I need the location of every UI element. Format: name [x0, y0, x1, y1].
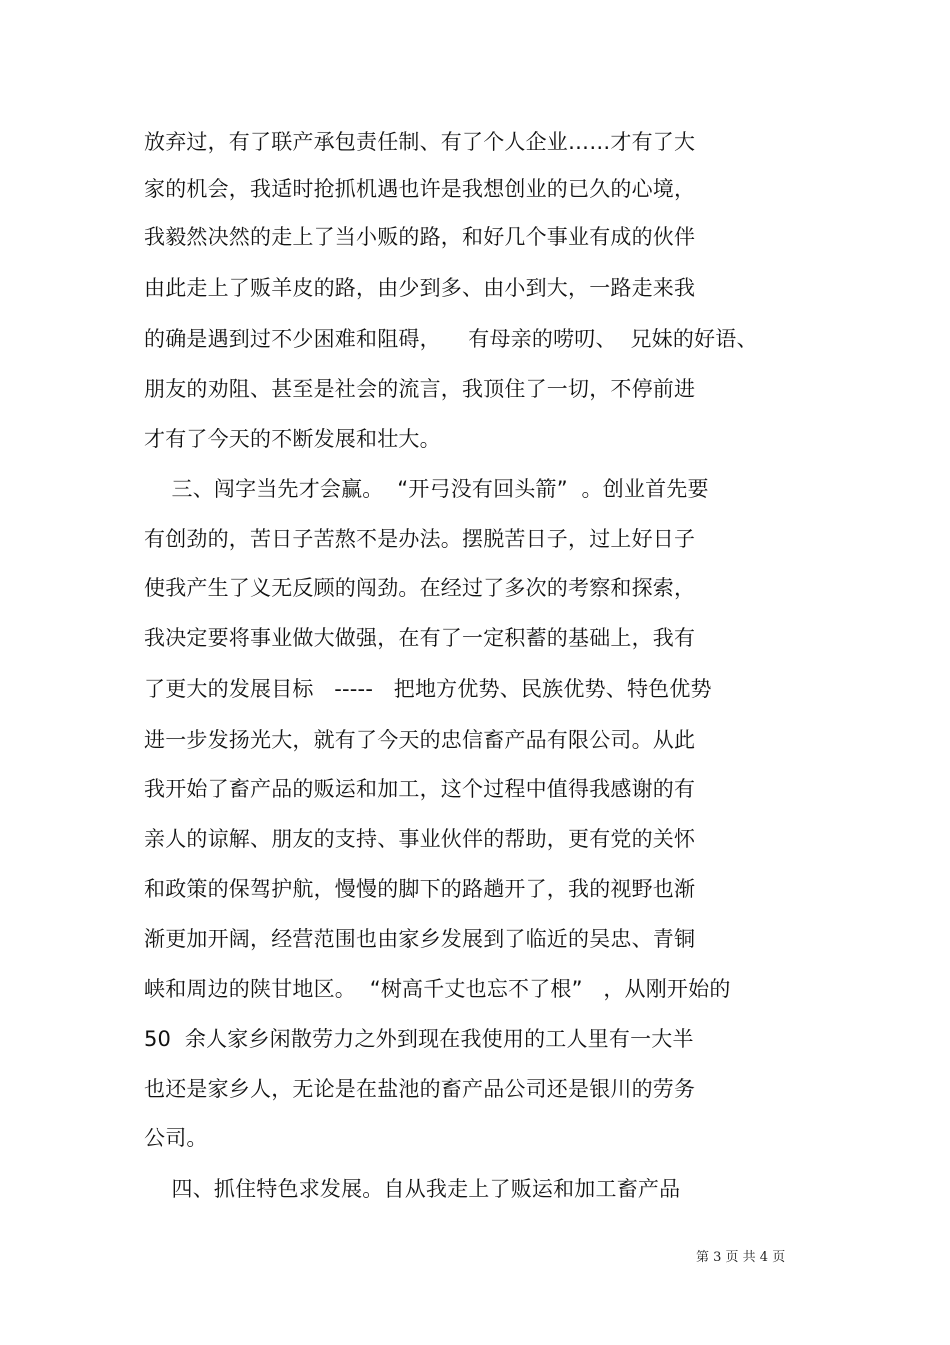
text-line: 家的机会，我适时抢抓机遇也许是我想创业的已久的心境， — [144, 177, 696, 201]
text-line: 峡和周边的陕甘地区。 “树高千丈也忘不了根” ，从刚开始的 — [144, 977, 731, 1001]
text-line: 才有了今天的不断发展和壮大。 — [144, 427, 441, 451]
text-line: 也还是家乡人，无论是在盐池的畜产品公司还是银川的劳务 — [144, 1077, 696, 1101]
text-line: 三、闯字当先才会赢。 “开弓没有回头箭” 。创业首先要 — [144, 477, 709, 501]
text-line: 进一步发扬光大，就有了今天的忠信畜产品有限公司。从此 — [144, 728, 696, 752]
page-number-footer: 第 3 页 共 4 页 — [696, 1250, 786, 1265]
text-line: 公司。 — [144, 1126, 208, 1150]
text-line: 四、抓住特色求发展。自从我走上了贩运和加工畜产品 — [144, 1177, 681, 1201]
text-line: 我决定要将事业做大做强，在有了一定积蓄的基础上，我有 — [144, 626, 696, 650]
text-line: 我开始了畜产品的贩运和加工，这个过程中值得我感谢的有 — [144, 777, 696, 801]
text-line: 朋友的劝阻、甚至是社会的流言，我顶住了一切，不停前进 — [144, 377, 696, 401]
text-line: 由此走上了贩羊皮的路，由少到多、由小到大，一路走来我 — [144, 276, 696, 300]
text-line: 50 余人家乡闲散劳力之外到现在我使用的工人里有一大半 — [144, 1027, 694, 1051]
text-line: 渐更加开阔，经营范围也由家乡发展到了临近的吴忠、青铜 — [144, 927, 696, 951]
text-line: 使我产生了义无反顾的闯劲。在经过了多次的考察和探索， — [144, 576, 696, 600]
text-line: 放弃过，有了联产承包责任制、有了个人企业……才有了大 — [144, 130, 696, 154]
text-line: 的确是遇到过不少困难和阻碍， 有母亲的唠叨、 兄妹的好语、 — [144, 327, 758, 351]
text-line: 我毅然决然的走上了当小贩的路，和好几个事业有成的伙伴 — [144, 225, 696, 249]
text-line: 亲人的谅解、朋友的支持、事业伙伴的帮助，更有党的关怀 — [144, 827, 696, 851]
text-line: 了更大的发展目标 ----- 把地方优势、民族优势、特色优势 — [144, 677, 712, 701]
text-line: 和政策的保驾护航，慢慢的脚下的路趟开了，我的视野也渐 — [144, 877, 696, 901]
text-line: 有创劲的，苦日子苦熬不是办法。摆脱苦日子，过上好日子 — [144, 527, 696, 551]
